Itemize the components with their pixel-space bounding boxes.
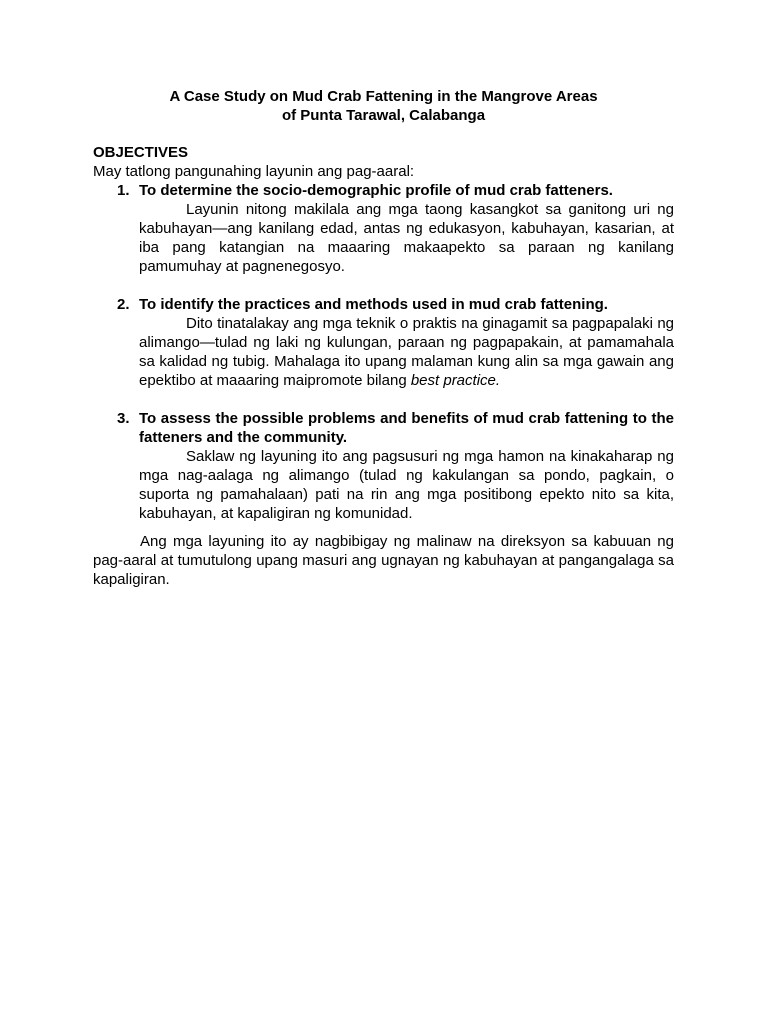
objective-number: 1. — [117, 182, 130, 199]
document-title — [93, 87, 674, 125]
objective-body: Saklaw ng layuning ito ang pagsusuri ng mga hamon na kinakaharap ng mga nag-aalaga ng alimango (tulad ng kakulangan sa pondo, pagkain, o suporta ng pamahalaan) pati na rin ang mga positibong epekto nito sa kita, kabuhayan, at kapaligiran ng komunidad. — [139, 448, 674, 522]
objective-number: 3. — [117, 410, 130, 427]
objective-body-text: Dito tinatalakay ang mga teknik o praktis na ginagamit sa pagpapalaki ng alimango—tulad ng laki ng kulungan, paraan ng pagpapakain, at pamamahala sa kalidad ng tubig. Mahalaga ito upang malaman kung alin sa mga gawain ang epektibo at maaaring maipromote bilang — [139, 315, 674, 389]
title-line-2: of Punta Tarawal, Calabanga — [281, 107, 486, 124]
intro-text: May tatlong pangunahing layunin ang pag-aaral: — [93, 163, 415, 180]
objective-number: 2. — [117, 296, 130, 313]
objective-item-1 — [93, 181, 674, 276]
objectives-list — [93, 181, 674, 523]
objective-title: To identify the practices and methods used in mud crab fattening. — [139, 296, 608, 313]
section-heading: OBJECTIVES — [93, 144, 189, 161]
objective-title: To determine the socio-demographic profile of mud crab fatteners. — [139, 182, 613, 199]
objective-body-emphasis: best practice. — [410, 372, 501, 389]
objective-body — [139, 314, 674, 390]
objective-body: Layunin nitong makilala ang mga taong kasangkot sa ganitong uri ng kabuhayan—ang kanilang edad, antas ng edukasyon, kabuhayan, kasarian, at iba pang katangian na maaaring makaapekto sa paraan ng kanilang pamumuhay at pagnenegosyo. — [139, 201, 674, 275]
title-line-1: A Case Study on Mud Crab Fattening in the Mangrove Areas — [169, 88, 598, 105]
closing-paragraph: Ang mga layuning ito ay nagbibigay ng malinaw na direksyon sa kabuuan ng pag-aaral at tumutulong upang masuri ang ugnayan ng kabuhayan at pangangalaga sa kapaligiran. — [93, 533, 674, 588]
objective-item-2 — [93, 295, 674, 390]
document-page — [93, 87, 674, 589]
objective-title: To assess the possible problems and benefits of mud crab fattening to the fatteners and the community. — [139, 410, 674, 446]
objective-item-3 — [93, 409, 674, 523]
